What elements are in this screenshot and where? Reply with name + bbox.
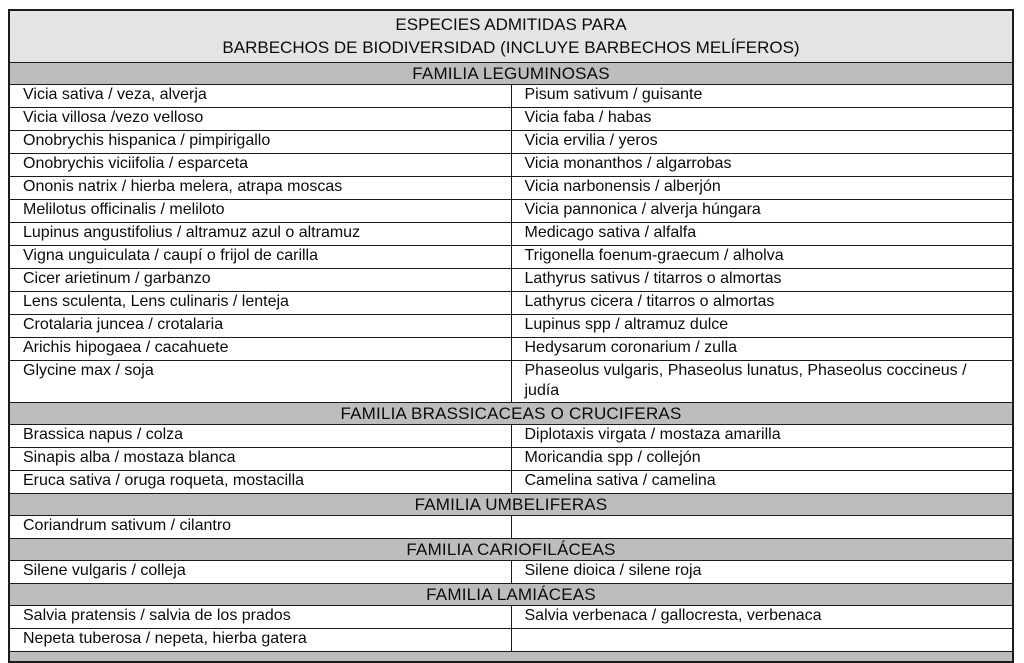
section-header-row <box>9 584 1013 606</box>
species-cell: Silene vulgaris / colleja <box>9 561 511 584</box>
species-cell: Onobrychis viciifolia / esparceta <box>9 154 511 177</box>
species-document <box>8 9 1014 663</box>
table-row <box>9 292 1013 315</box>
species-cell: Medicago sativa / alfalfa <box>511 223 1013 246</box>
species-cell: Lathyrus sativus / titarros o almortas <box>511 269 1013 292</box>
table-row <box>9 315 1013 338</box>
table-row <box>9 154 1013 177</box>
section-header-4: FAMILIA LAMIÁCEAS <box>9 584 1013 606</box>
table-row <box>9 425 1013 448</box>
species-cell: Camelina sativa / camelina <box>511 471 1013 494</box>
species-cell: Vicia pannonica / alverja húngara <box>511 200 1013 223</box>
species-cell: Hedysarum coronarium / zulla <box>511 338 1013 361</box>
section-header-3: FAMILIA CARIOFILÁCEAS <box>9 539 1013 561</box>
species-cell: Vigna unguiculata / caupí o frijol de carilla <box>9 246 511 269</box>
title-row <box>9 10 1013 63</box>
species-cell: Brassica napus / colza <box>9 425 511 448</box>
table-row <box>9 246 1013 269</box>
table-title-line2: BARBECHOS DE BIODIVERSIDAD (INCLUYE BARBECHOS MELÍFEROS) <box>222 38 800 57</box>
species-cell: Melilotus officinalis / meliloto <box>9 200 511 223</box>
species-cell <box>511 516 1013 539</box>
table-title-line1: ESPECIES ADMITIDAS PARA <box>395 15 627 34</box>
species-cell: Phaseolus vulgaris, Phaseolus lunatus, Phaseolus coccineus / judía <box>511 361 1013 403</box>
table-row <box>9 561 1013 584</box>
species-cell: Diplotaxis virgata / mostaza amarilla <box>511 425 1013 448</box>
table-row <box>9 606 1013 629</box>
species-table-body <box>9 10 1013 662</box>
species-cell: Lupinus angustifolius / altramuz azul o altramuz <box>9 223 511 246</box>
species-cell: Onobrychis hispanica / pimpirigallo <box>9 131 511 154</box>
section-header-row <box>9 63 1013 85</box>
species-cell: Trigonella foenum-graecum / alholva <box>511 246 1013 269</box>
table-row <box>9 448 1013 471</box>
table-row <box>9 361 1013 403</box>
table-row <box>9 200 1013 223</box>
species-cell: Vicia villosa /vezo velloso <box>9 108 511 131</box>
species-cell: Vicia ervilia / yeros <box>511 131 1013 154</box>
species-table <box>8 9 1014 663</box>
section-header-row <box>9 494 1013 516</box>
section-header-row <box>9 403 1013 425</box>
species-cell: Lathyrus cicera / titarros o almortas <box>511 292 1013 315</box>
species-cell: Cicer arietinum / garbanzo <box>9 269 511 292</box>
table-row <box>9 131 1013 154</box>
table-title <box>9 10 1013 63</box>
section-header-0: FAMILIA LEGUMINOSAS <box>9 63 1013 85</box>
species-cell <box>511 629 1013 652</box>
table-row <box>9 85 1013 108</box>
table-row <box>9 338 1013 361</box>
species-cell: Vicia narbonensis / alberjón <box>511 177 1013 200</box>
table-row <box>9 269 1013 292</box>
species-cell: Vicia monanthos / algarrobas <box>511 154 1013 177</box>
table-row <box>9 471 1013 494</box>
section-header-1: FAMILIA BRASSICACEAS O CRUCIFERAS <box>9 403 1013 425</box>
species-cell: Silene dioica / silene roja <box>511 561 1013 584</box>
species-cell: Lens sculenta, Lens culinaris / lenteja <box>9 292 511 315</box>
table-row <box>9 629 1013 652</box>
table-row <box>9 177 1013 200</box>
table-row <box>9 516 1013 539</box>
species-cell: Glycine max / soja <box>9 361 511 403</box>
species-cell: Eruca sativa / oruga roqueta, mostacilla <box>9 471 511 494</box>
species-cell: Salvia pratensis / salvia de los prados <box>9 606 511 629</box>
species-cell: Pisum sativum / guisante <box>511 85 1013 108</box>
species-cell: Arichis hipogaea / cacahuete <box>9 338 511 361</box>
species-cell: Lupinus spp / altramuz dulce <box>511 315 1013 338</box>
section-header-row <box>9 539 1013 561</box>
species-cell: Crotalaria juncea / crotalaria <box>9 315 511 338</box>
species-cell: Moricandia spp / collejón <box>511 448 1013 471</box>
species-cell: Coriandrum sativum / cilantro <box>9 516 511 539</box>
species-cell: Vicia faba / habas <box>511 108 1013 131</box>
cutoff-section-header-bar <box>9 652 1013 663</box>
species-cell: Vicia sativa / veza, alverja <box>9 85 511 108</box>
species-cell: Nepeta tuberosa / nepeta, hierba gatera <box>9 629 511 652</box>
table-row <box>9 108 1013 131</box>
species-cell: Salvia verbenaca / gallocresta, verbenaca <box>511 606 1013 629</box>
table-row <box>9 223 1013 246</box>
section-header-2: FAMILIA UMBELIFERAS <box>9 494 1013 516</box>
cutoff-section-header-row <box>9 652 1013 663</box>
species-cell: Sinapis alba / mostaza blanca <box>9 448 511 471</box>
species-cell: Ononis natrix / hierba melera, atrapa moscas <box>9 177 511 200</box>
